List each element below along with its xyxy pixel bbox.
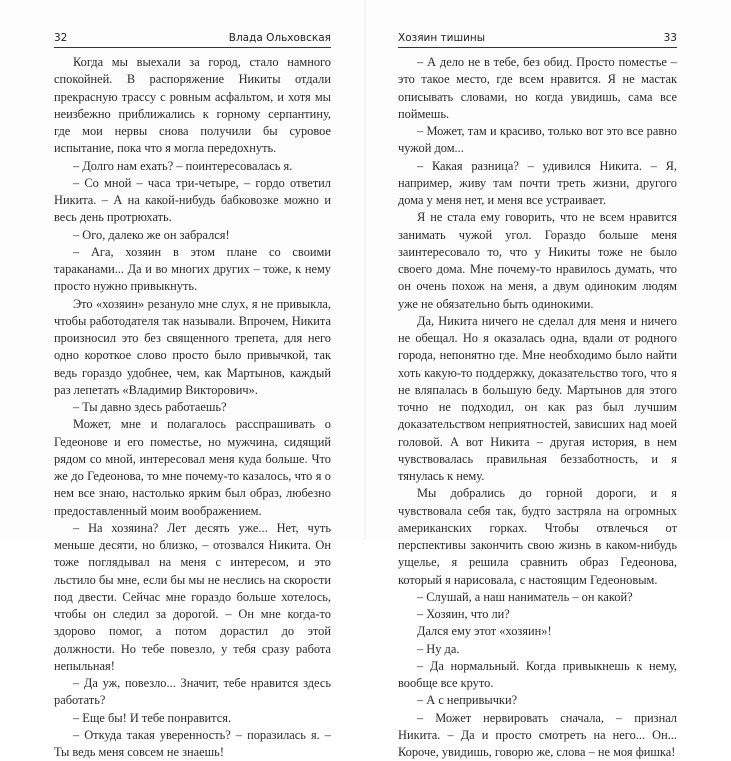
paragraph: Это «хозяин» резануло мне слух, я не привыкла, чтобы работодателя так называли. Впрочем, Никита произносил это без священного трепета, для него одно короткое слово просто было привычкой, так ведь гораздо удобнее, чем, как Мартынов, каждый раз лепетать «Владимир Викторович». xyxy=(54,296,331,400)
paragraph: – На хозяина? Лет десять уже... Нет, чуть меньше десяти, но близко, – отозвался Никита. Он тоже поглядывал на меня с интересом, и это льстило бы мне, если бы мы не неслись на скорости под двести. Сейчас мне гораздо больше хотелось, чтобы он следил за дорогой. – Он мне когда-то здорово помог, а потом дорастил до этой должности. Но тебе повезло, у тебя сразу работа непыльная! xyxy=(54,520,331,675)
paragraph: Да, Никита ничего не сделал для меня и ничего не обещал. Но я оказалась одна, вдали от родного города, непонятно где. Мне необходимо было найти хоть какую-то поддержку, доказательство того, что я не вляпалась в большую беду. Мартынов для этого точно не подходил, он как раз был лучшим доказательством неприятностей, зависших над моей головой. А вот Никита – другая история, в нем чувствовалась правильная беззаботность, и я тянулась к нему. xyxy=(398,313,677,486)
paragraph: – Ты давно здесь работаешь? xyxy=(54,399,331,416)
right-page-body xyxy=(398,54,677,761)
left-page-header xyxy=(54,31,331,48)
paragraph: – Со мной – часа три-четыре, – гордо ответил Никита. – А на какой-нибудь бабковозке можно и весь день протрюхать. xyxy=(54,175,331,227)
paragraph: Я не стала ему говорить, что не всем нравится занимать чужой угол. Гораздо больше меня заинтересовало то, что у Никиты тоже не было своего дома. Мне почему-то нравилось думать, что он очень похож на меня, а двум одиноким людям уже не обязательно быть одинокими. xyxy=(398,209,677,313)
paragraph: – Какая разница? – удивился Никита. – Я, например, живу там почти треть жизни, другого дома у меня нет, и меня все устраивает. xyxy=(398,158,677,210)
paragraph: – Может, там и красиво, только вот это все равно чужой дом... xyxy=(398,123,677,158)
paragraph: – Ого, далеко же он забрался! xyxy=(54,227,331,244)
paragraph: – Слушай, а наш наниматель – он какой? xyxy=(398,589,677,606)
paragraph: – А с непривычки? xyxy=(398,692,677,709)
paragraph: Дался ему этот «хозяин»! xyxy=(398,623,677,640)
paragraph: – Может нервировать сначала, – признал Никита. – Да и просто смотреть на него... Он... Короче, увидишь, говорю же, слова – не моя фишка! xyxy=(398,710,677,761)
right-page xyxy=(398,0,677,540)
paragraph: – Откуда такая уверенность? – поразилась я. – Ты ведь меня совсем не знаешь! xyxy=(54,727,331,761)
paragraph: – Долго нам ехать? – поинтересовалась я. xyxy=(54,158,331,175)
page-number: 32 xyxy=(54,32,67,44)
running-header-book-title: Хозяин тишины xyxy=(398,32,485,44)
paragraph: – Хозяин, что ли? xyxy=(398,606,677,623)
paragraph: – Еще бы! И тебе понравится. xyxy=(54,710,331,727)
paragraph: – Да нормальный. Когда привыкнешь к нему, вообще все круто. xyxy=(398,658,677,693)
page-gutter xyxy=(364,0,366,540)
paragraph: Мы добрались до горной дороги, и я чувствовала себя так, будто застряла на огромных американских горках. Чтобы отвлечься от перспективы закончить свою жизнь в каком-нибудь ущелье, я решила сравнить образ Гедеонова, который я нарисовала, с настоящим Гедеоновым. xyxy=(398,485,677,589)
left-page-body xyxy=(54,54,331,761)
left-page xyxy=(54,0,331,540)
paragraph: – А дело не в тебе, без обид. Просто поместье – это такое место, где всем нравится. Я не мастак описывать словами, но когда увидишь, сама все поймешь. xyxy=(398,54,677,123)
paragraph: – Ну да. xyxy=(398,641,677,658)
paragraph: Может, мне и полагалось расспрашивать о Гедеонове и его поместье, но мужчина, сидящий рядом со мной, интересовал меня куда больше. Что же до Гедеонова, то мне почему-то казалось, что я о нем все знаю, настолько ярким был образ, любезно предоставленный моим воображением. xyxy=(54,416,331,520)
paragraph: – Да уж, повезло... Значит, тебе нравится здесь работать? xyxy=(54,675,331,710)
right-page-header xyxy=(398,31,677,48)
paragraph: – Ага, хозяин в этом плане со своими тараканами... Да и во многих других – тоже, к нему просто нужно привыкнуть. xyxy=(54,244,331,296)
paragraph: Когда мы выехали за город, стало намного спокойней. В распоряжение Никиты отдали прекрасную трассу с ровным асфальтом, и хотя мы неизбежно приближались к горному серпантину, где мои нервы снова получили бы суровое испытание, пока что я могла передохнуть. xyxy=(54,54,331,158)
running-header-author: Влада Ольховская xyxy=(229,32,331,44)
page-number: 33 xyxy=(664,32,677,44)
